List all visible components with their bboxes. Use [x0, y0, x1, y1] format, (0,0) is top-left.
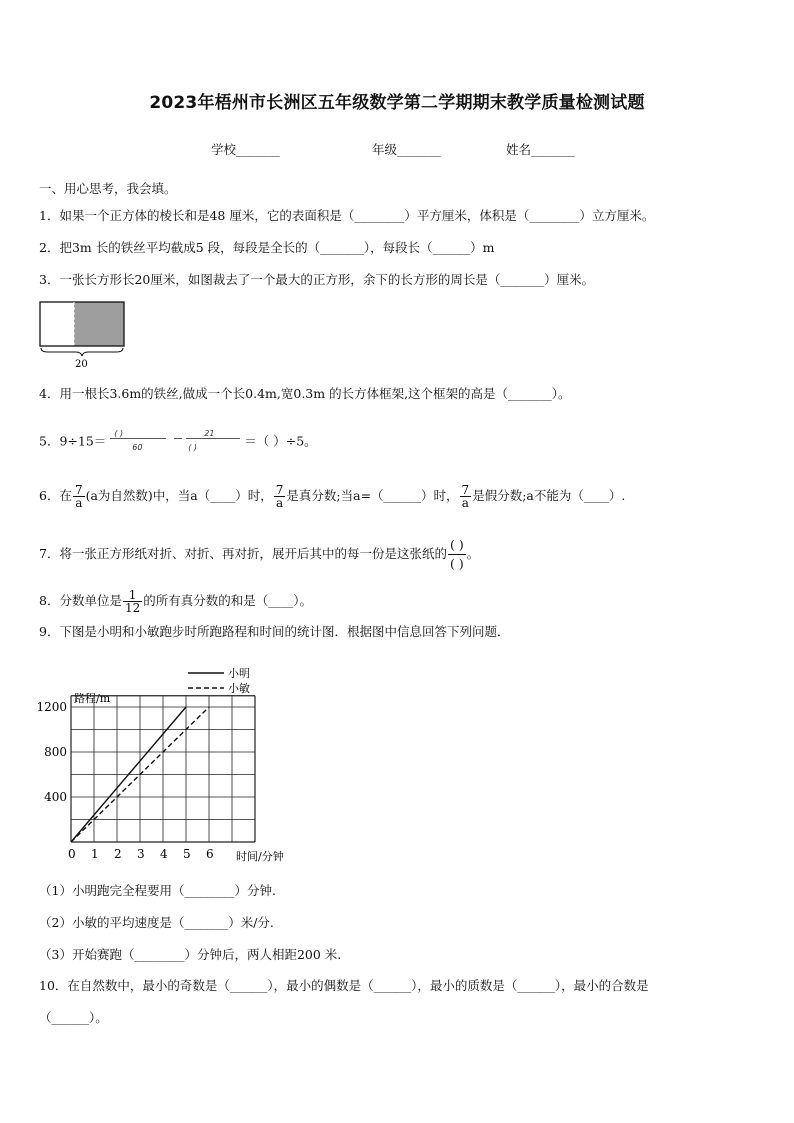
x-tick-label: 0: [68, 847, 76, 861]
distance-time-chart: [36, 660, 346, 870]
y-tick-label: 400: [44, 790, 67, 804]
q5-fraction-2: [174, 428, 240, 450]
chart-xlabel: 时间/分钟: [236, 850, 284, 863]
question-9-1: （1）小明跑完全程要用（________）分钟.: [39, 883, 276, 898]
page-title: 2023年梧州市长洲区五年级数学第二学期期末教学质量检测试题: [149, 93, 645, 113]
q5-f2-numerator: 21: [204, 429, 215, 438]
question-9: 9．下图是小明和小敏跑步时所跑路程和时间的统计图．根据图中信息回答下列问题．: [39, 624, 510, 639]
q6-fraction-2: $\frac{7}{a}$: [275, 483, 284, 510]
chart-ticks: [36, 700, 213, 861]
x-tick-label: 4: [160, 847, 168, 861]
question-1: 1．如果一个正方体的棱长和是48 厘米，它的表面积是（________）平方厘米，体积是（________）立方厘米。: [39, 208, 655, 223]
x-tick-label: 6: [206, 847, 214, 861]
q6-part-1: 6．在: [39, 488, 72, 503]
q5-suffix: ＝（ ）÷5。: [244, 433, 317, 449]
q6-fraction-3: $\frac{7}{a}$: [461, 483, 470, 510]
question-6: [39, 484, 625, 509]
question-5: [39, 431, 317, 453]
x-tick-label: 3: [137, 847, 145, 861]
section-heading: 一、用心思考，我会填。: [39, 181, 177, 196]
grade-field: 年级_______: [372, 142, 441, 157]
q5-f1-denominator: 60: [132, 443, 143, 452]
brace: [41, 348, 123, 356]
question-2: 2．把3m 长的铁丝平均截成5 段，每段是全长的（_______），每段长（______）m: [39, 240, 495, 255]
figure-length-label: 20: [75, 359, 88, 370]
q7-end: 。: [466, 546, 480, 561]
cut-square: [74, 302, 124, 346]
question-10: 10．在自然数中，最小的奇数是（______），最小的偶数是（______），最小的质数是（______），最小的合数是: [39, 978, 649, 993]
y-tick-label: 1200: [36, 700, 67, 714]
question-7: [39, 536, 479, 573]
q5-f1-numerator: ( ): [114, 429, 124, 438]
legend-label-小明: 小明: [228, 667, 250, 680]
q5-f2-denominator: ( ): [188, 443, 198, 452]
q8-part-1: 8．分数单位是: [39, 593, 122, 608]
q8-fraction: $\frac{1}{12}$: [124, 588, 141, 615]
chart-ylabel: 路程/m: [74, 692, 111, 705]
legend-label-小敏: 小敏: [228, 682, 250, 695]
question-10-continued: （______）。: [39, 1010, 108, 1025]
q6-part-4: 是假分数;a不能为（____）.: [472, 488, 626, 503]
chart-grid: [71, 696, 255, 842]
q5-fraction-1: [110, 428, 166, 450]
q8-part-2: 的所有真分数的和是（____）。: [143, 593, 313, 608]
y-tick-label: 800: [44, 745, 67, 759]
question-4: 4．用一根长3.6m的铁丝,做成一个长0.4m,宽0.3m 的长方体框架,这个框架的高是（_______）。: [39, 386, 571, 401]
q6-part-2: (a为自然数)中，当a（____）时，: [85, 488, 273, 503]
question-9-3: （3）开始赛跑（________）分钟后，两人相距200 米.: [39, 947, 342, 962]
q6-part-3: 是真分数;当a=（______）时，: [286, 488, 459, 503]
rectangle-figure: [38, 300, 130, 372]
name-field: 姓名_______: [506, 142, 575, 157]
x-tick-label: 2: [114, 847, 122, 861]
question-9-2: （2）小敏的平均速度是（_______）米/分.: [39, 915, 274, 930]
q7-text: 7．将一张正方形纸对折、对折、再对折，展开后其中的每一份是这张纸的: [39, 546, 447, 561]
question-8: [39, 589, 312, 614]
school-field: 学校_______: [211, 142, 280, 157]
q6-fraction: $\frac{7}{a}$: [74, 483, 83, 510]
x-tick-label: 5: [183, 847, 191, 861]
question-3: 3．一张长方形长20厘米，如图裁去了一个最大的正方形，余下的长方形的周长是（_______）厘米。: [39, 272, 595, 287]
chart-legend: [188, 666, 250, 695]
x-tick-label: 1: [91, 847, 99, 861]
q7-fraction: $\frac{( )}{( )}$: [449, 537, 464, 571]
q5-prefix: 5．9÷15＝: [39, 433, 107, 449]
